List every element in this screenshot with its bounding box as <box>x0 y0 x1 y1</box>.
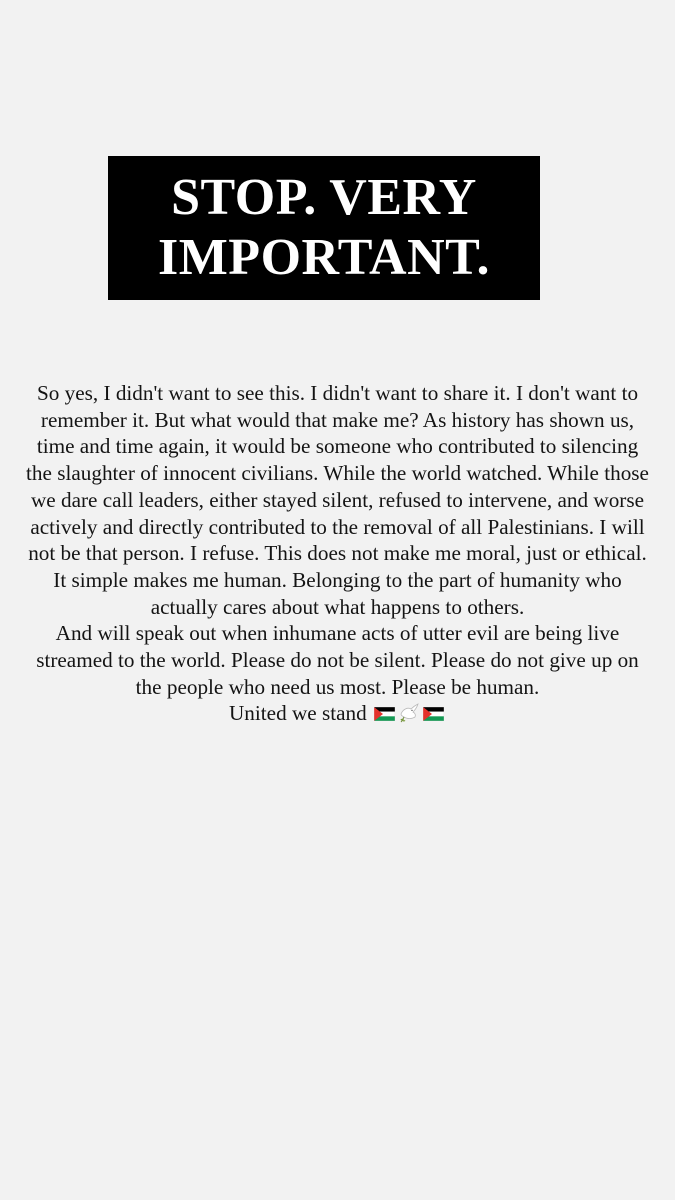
headline-line-2: IMPORTANT. <box>157 229 490 286</box>
headline-banner <box>108 156 540 300</box>
message-paragraph-1: So yes, I didn't want to see this. I didn't want to share it. I don't want to remember it. But what would that make me? As history has shown us, time and time again, it would be someone who contributed to silencing the slaughter of innocent civilians. While the world watched. While those we dare call leaders, either stayed silent, refused to intervene, and worse actively and directly contributed to the removal of all Palestinians. I will not be that person. I refuse. This does not make me moral, just or ethical. It simple makes me human. Belonging to the part of humanity who actually cares about what happens to others. <box>26 381 649 619</box>
headline-title <box>158 168 490 288</box>
palestine-flag-icon <box>374 707 395 721</box>
story-message <box>24 380 651 727</box>
closing-line <box>24 700 651 727</box>
dove-with-olive-branch-icon <box>398 703 420 723</box>
palestine-flag-icon <box>423 707 444 721</box>
headline-line-1: STOP. VERY <box>171 169 477 226</box>
message-paragraph-2: And will speak out when inhumane acts of utter evil are being live streamed to the world. Please do not be silent. Please do not give up on the people who need us most. Please be human. <box>36 621 639 699</box>
closing-text: United we stand <box>229 701 367 726</box>
